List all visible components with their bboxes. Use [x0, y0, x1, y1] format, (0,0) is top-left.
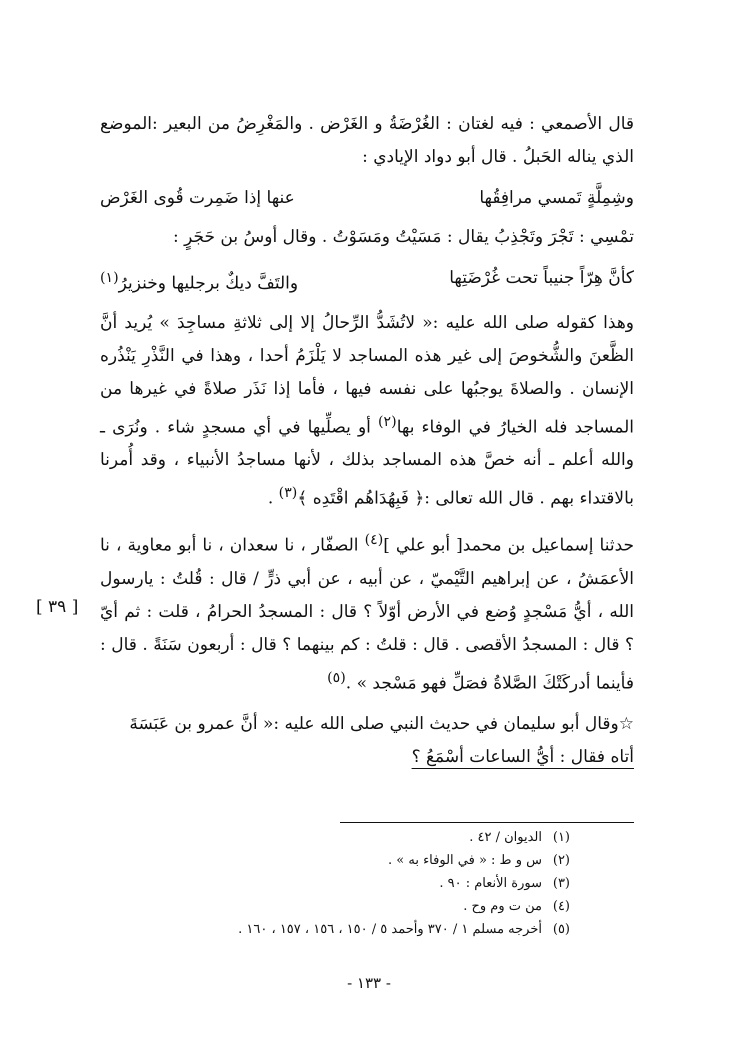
- verse-first-hemistich: كأنَّ هِرّاً جنيباً تحت غُرْضَتِها: [449, 268, 634, 288]
- margin-folio-reference: [ ٣٩ ]: [36, 597, 79, 617]
- footnote: [238, 849, 570, 872]
- footnote-marker: (٤): [364, 531, 384, 548]
- footnote-marker: (١): [100, 270, 119, 286]
- footnote-divider: [340, 822, 634, 823]
- footnote-number: (٣): [552, 876, 570, 891]
- footnote-text: أخرجه مسلم ١ / ٣٧٠ وأحمد ٥ / ١٥٠ ، ١٥٦ ، ١٥٧ ، ١٦٠ .: [238, 922, 542, 937]
- verse-abu-dawad: [100, 182, 634, 215]
- underlined-line: أتاه فقال : أيُّ الساعات أسْمَعُ ؟: [411, 747, 634, 768]
- footnote-text: الديوان / ٤٢ .: [469, 830, 542, 845]
- footnotes: [238, 826, 570, 941]
- footnote-text: سورة الأنعام : ٩٠ .: [439, 876, 542, 891]
- footnote-number: (٤): [552, 899, 570, 914]
- page-number: - ١٣٣ -: [347, 974, 391, 992]
- footnote: [238, 826, 570, 849]
- footnote-text: س و ط : « في الوفاء به » .: [388, 853, 542, 868]
- footnote-number: (١): [552, 830, 570, 845]
- verse-aws: [100, 262, 634, 301]
- verse-first-hemistich: وشِمِلَّةٍ تَمسي مرافِقُها: [479, 188, 634, 208]
- footnote-marker: (٣): [278, 485, 298, 502]
- paragraph-mosques: وهذا كقوله صلى الله عليه :« لاتُشَدُّ الرِّحالُ إلا إلى ثلاثةِ مساجِدَ » يُريد أنَّ الظَّعنَ والشُّخوصَ إلى غير هذه المساجد لا يَلْزَمُ أحدا ، وهذا في النَّذْرِ يَنْذُره الإنسان . والصلاةَ يوجبُها على نفسه فيها ، فأما إذا نَذَر صلاةً في غيرها من المساجد فله الخيارُ في الوفاء بها$^{(٢)}$ أو يصلِّيها في أي مسجدٍ شاء . ونُرَى ـ والله أعلم ـ أنه خصَّ هذه المساجد بذلك ، لأنها مساجدُ الأنبياء ، وقد أُمرنا بالاقتداء بهم . قال الله تعالى :﴿ فَبِهُدَاهُم اقْتَدِه ﴾$^{(٣)}$ .: [100, 312, 634, 509]
- footnote-number: (٥): [552, 922, 570, 937]
- footnote: [238, 872, 570, 895]
- paragraph-asmai: قال الأصمعي : فيه لغتان : الغُرْضَةُ و الغَرْض . والمَغْرِضُ من البعير :الموضع الذي يناله الحَبلُ . قال أبو دواد الإيادي :: [100, 114, 634, 167]
- footnote: [238, 918, 570, 941]
- main-text: [100, 108, 634, 774]
- paragraph-abu-sulayman: ☆وقال أبو سليمان في حديث النبي صلى الله عليه :« أنَّ عمرو بن عَبَسَةَ أتاه فقال : أيُّ الساعات أسْمَعُ ؟: [129, 714, 634, 768]
- footnote: [238, 895, 570, 918]
- verse-second-hemistich: عنها إذا ضَمِرت قُوى الغَرْض: [100, 188, 295, 208]
- paragraph-tamsi: تمْسِي : تَجْرَ وتَجْذِبُ يقال : مَسَيْتُ ومَسَوْتُ . وقال أوسُ بن حَجَرٍ :: [173, 227, 634, 247]
- footnote-text: من ت وم وح .: [463, 899, 542, 914]
- footnote-marker: (٢): [378, 413, 397, 430]
- footnote-marker: (٥): [327, 669, 346, 686]
- paragraph-hadith-abu-dharr: حدثنا إسماعيل بن محمد[ أبو علي ]$^{(٤)}$ الصفّار ، نا سعدان ، نا أبو معاوية ، نا الأعمَشُ ، عن إبراهيم التَّيْميّ ، عن أبيه ، عن أبي ذرٍّ / قال : قُلتُ : يارسول الله ، أيُّ مَسْجدٍ وُضع في الأرض أوّلاً ؟ قال : المسجدُ الحرامُ ، قلت : ثم أيّ ؟ قال : المسجدُ الأقصى . قال : قلتُ : كم بينهما ؟ قال : أربعون سَنَةً . قال : فأينما أدركَتْكَ الصَّلاةُ فصَلِّ فهو مَسْجد » .$^{(٥)}$: [100, 531, 634, 694]
- footnote-number: (٢): [552, 853, 570, 868]
- verse-second-hemistich: والتَفَّ ديكٌ برجليها وخنزيرُ$^{(١)}$: [100, 270, 299, 294]
